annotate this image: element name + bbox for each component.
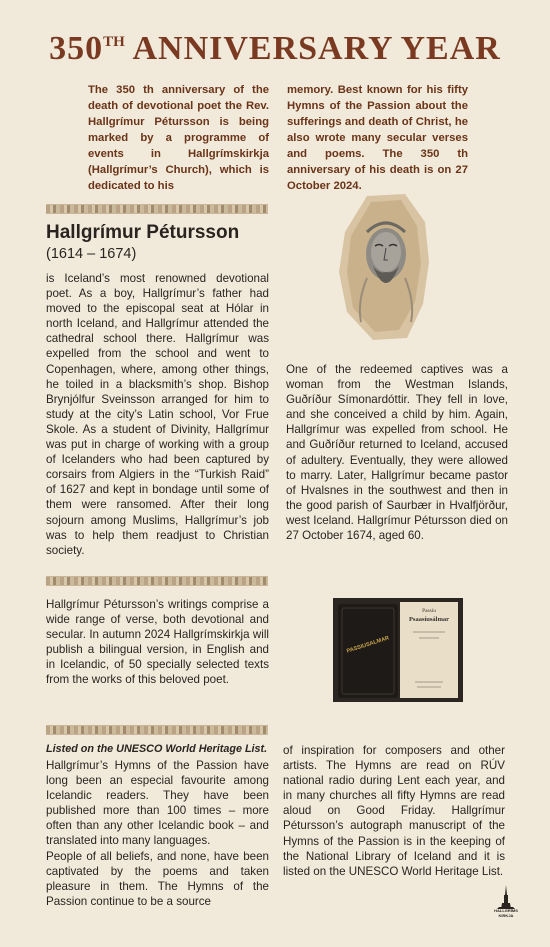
book-page-line2: Psaasíusálmar	[408, 616, 450, 623]
title-suffix: TH	[103, 34, 125, 50]
divider-band-2	[46, 576, 268, 586]
unesco-right-text: of inspiration for composers and other artists. The Hymns are read on RÚV national radio during Lent each year, and in many churches all fifty Hymns are read aloud on Good Friday. Hallgrímur Pétursson’s autograph manuscript of the Hymns of the Passion is in the keeping of the National Library of Iceland and it is listed on the UNESCO World Heritage List.	[283, 744, 505, 878]
bio-left-text: is Iceland’s most renowned devotional poet. As a boy, Hallgrímur’s father had moved to the episcopal seat at Hólar in north Iceland, and Hallgrímur attended the cathedral school there. Hallgrímur was expelled from the school and went to Copenhagen, where, among other things, he toiled in a blacksmith’s shop. Bishop Brynjólfur Sveinsson arranged for him to study at the city’s Latin school, Vor Frue Skole. As a student of Divinity, Hallgrímur was put in charge of working with a group of Icelanders who had been captured by corsairs from Algiers in the “Turkish Raid” of 1627 and kept in bondage until some of them were ransomed. After their long sojourn among Muslims, Hallgrímur’s job was to help them readjust to Christian society.	[46, 272, 269, 557]
logo-text-line1: HALLGRÍMS	[494, 908, 518, 913]
intro-left: The 350 th anniversary of the death of devotional poet the Rev. Hallgrímur Pétursson is being marked by a programme of events in Hallgrímskirkja (Hallgrímur’s Church), which is dedicated to his	[88, 84, 269, 192]
bio-right-text: One of the redeemed captives was a woman from the Westman Islands, Guðríður Símonardóttir. They fell in love, and she conceived a child by him. Again, Hallgrímur was expelled from school. He and Guðríður returned to Iceland, accused of adultery. Eventually, they were allowed to marry. Later, Hallgrímur became pastor of Hvalsnes in the southwest and then in the good parish of Saurbær in Hvalfjörður, west Iceland. Hallgrímur Pétursson died on 27 October 1674, aged 60.	[286, 363, 508, 543]
writings-text: Hallgrímur Pétursson’s writings comprise a wide range of verse, both devotional and secular. In autumn 2024 Hallgrímskirkja will publish a bilingual version, in English and in Icelandic, of 50 specially selected texts from the works of this beloved poet.	[46, 598, 269, 687]
unesco-left-paragraph-1: Hallgrímur’s Hymns of the Passion have long been an especial favourite among Icelandic readers. They have been published more than 100 times – more often than any other Icelandic book – and translated into many languages.	[46, 759, 269, 848]
book-image	[333, 598, 463, 702]
portrait-image	[337, 192, 433, 342]
unesco-heading: Listed on the UNESCO World Heritage List.	[46, 743, 268, 755]
divider-band-1	[46, 204, 268, 214]
title-rest: ANNIVERSARY YEAR	[124, 30, 501, 67]
unesco-left-paragraph-2: People of all beliefs, and none, have been captivated by the poems and taken pleasure in them. The Hymns of the Passion continue to be a source	[46, 849, 269, 908]
unesco-left-text	[46, 758, 269, 909]
divider-band-3	[46, 725, 268, 735]
book-page-line1: Passíu	[422, 608, 436, 614]
logo-text-line2: KIRKJA	[498, 913, 514, 918]
intro-right: memory. Best known for his fifty Hymns of the Passion about the sufferings and death of Christ, he also wrote many secular verses and poems. The 350 th anniversary of his death is on 27 October 2024.	[287, 84, 468, 192]
bio-name: Hallgrímur Pétursson	[46, 222, 240, 243]
page-title	[0, 30, 550, 68]
book-cover-title: PASSIUSALMAR	[345, 635, 391, 655]
title-number: 350	[49, 30, 104, 67]
bio-dates: (1614 – 1674)	[46, 246, 137, 262]
logo-text	[488, 908, 524, 918]
